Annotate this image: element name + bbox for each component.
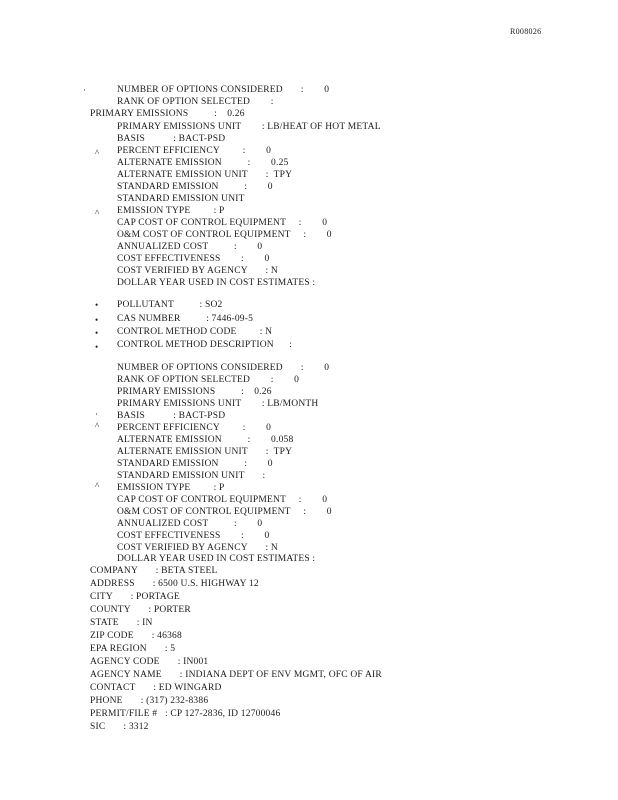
text-line: AGENCY NAME : INDIANA DEPT OF ENV MGMT, OFC OF AIR	[90, 670, 382, 680]
text-line: STANDARD EMISSION UNIT :	[117, 471, 266, 481]
margin-dot: ^	[95, 208, 100, 218]
text-line: AGENCY CODE : IN001	[90, 657, 209, 667]
margin-dot: •	[95, 342, 99, 352]
text-line: CONTROL METHOD DESCRIPTION :	[117, 340, 293, 350]
text-line: PRIMARY EMISSIONS UNIT : LB/HEAT OF HOT METAL	[117, 122, 381, 132]
text-line: PRIMARY EMISSIONS : 0.26	[90, 109, 245, 119]
text-line: STANDARD EMISSION UNIT	[117, 194, 245, 204]
margin-dot: ^	[95, 421, 100, 431]
text-line: NUMBER OF OPTIONS CONSIDERED : 0	[117, 85, 330, 95]
text-line: PHONE : (317) 232-8386	[90, 696, 209, 706]
text-line: PERCENT EFFICIENCY : 0	[117, 146, 272, 156]
text-line: ALTERNATE EMISSION UNIT : TPY	[117, 170, 293, 180]
text-line: ZIP CODE : 46368	[90, 631, 182, 641]
text-line: ALTERNATE EMISSION UNIT : TPY	[117, 447, 293, 457]
text-line: COST VERIFIED BY AGENCY : N	[117, 266, 278, 276]
text-line: RANK OF OPTION SELECTED :	[117, 97, 274, 107]
text-line: ANNUALIZED COST : 0	[117, 242, 263, 252]
text-line: COUNTY : PORTER	[90, 605, 191, 615]
text-line: O&M COST OF CONTROL EQUIPMENT : 0	[117, 230, 332, 240]
text-line: CAP COST OF CONTROL EQUIPMENT : 0	[117, 495, 328, 505]
text-line: DOLLAR YEAR USED IN COST ESTIMATES :	[117, 554, 316, 564]
text-line: PRIMARY EMISSIONS UNIT : LB/MONTH	[117, 399, 319, 409]
text-line: COST EFFECTIVENESS : 0	[117, 254, 270, 264]
text-line: STANDARD EMISSION : 0	[117, 459, 273, 469]
text-line: PERMIT/FILE # : CP 127-2836, ID 12700046	[90, 709, 281, 719]
text-line: PRIMARY EMISSIONS : 0.26	[117, 387, 272, 397]
text-line: ANNUALIZED COST : 0	[117, 519, 263, 529]
margin-dot: ^	[95, 148, 100, 158]
text-line: NUMBER OF OPTIONS CONSIDERED : 0	[117, 363, 330, 373]
text-line: EPA REGION : 5	[90, 644, 176, 654]
text-line: STANDARD EMISSION : 0	[117, 182, 273, 192]
margin-dot: •	[95, 328, 99, 338]
text-line: ALTERNATE EMISSION : 0.058	[117, 435, 294, 445]
text-line: CAP COST OF CONTROL EQUIPMENT : 0	[117, 218, 328, 228]
text-line: EMISSION TYPE : P	[117, 206, 225, 216]
text-line: STATE : IN	[90, 618, 153, 628]
text-line: CONTACT : ED WINGARD	[90, 683, 222, 693]
margin-dot: ^	[95, 481, 100, 491]
text-line: SIC : 3312	[90, 722, 149, 732]
text-line: CONTROL METHOD CODE : N	[117, 327, 273, 337]
text-line: EMISSION TYPE : P	[117, 483, 225, 493]
text-line: COMPANY : BETA STEEL	[90, 566, 218, 576]
text-line: CAS NUMBER : 7446-09-5	[117, 314, 254, 324]
text-line: BASIS : BACT-PSD	[117, 134, 226, 144]
text-line: POLLUTANT : SO2	[117, 300, 223, 310]
text-line: CITY : PORTAGE	[90, 592, 180, 602]
text-line: ADDRESS : 6500 U.S. HIGHWAY 12	[90, 579, 259, 589]
text-line: DOLLAR YEAR USED IN COST ESTIMATES :	[117, 278, 316, 288]
margin-dot: •	[95, 315, 99, 325]
document-id: R008026	[510, 27, 542, 36]
text-line: ALTERNATE EMISSION : 0.25	[117, 158, 289, 168]
text-line: RANK OF OPTION SELECTED : 0	[117, 375, 300, 385]
text-line: BASIS : BACT-PSD	[117, 411, 226, 421]
margin-dot: ·	[83, 85, 86, 95]
text-line: COST VERIFIED BY AGENCY : N	[117, 543, 278, 553]
text-line: COST EFFECTIVENESS : 0	[117, 531, 270, 541]
text-line: O&M COST OF CONTROL EQUIPMENT : 0	[117, 507, 332, 517]
margin-dot: ·	[95, 409, 98, 419]
text-line: PERCENT EFFICIENCY : 0	[117, 423, 272, 433]
margin-dot: •	[95, 300, 99, 310]
